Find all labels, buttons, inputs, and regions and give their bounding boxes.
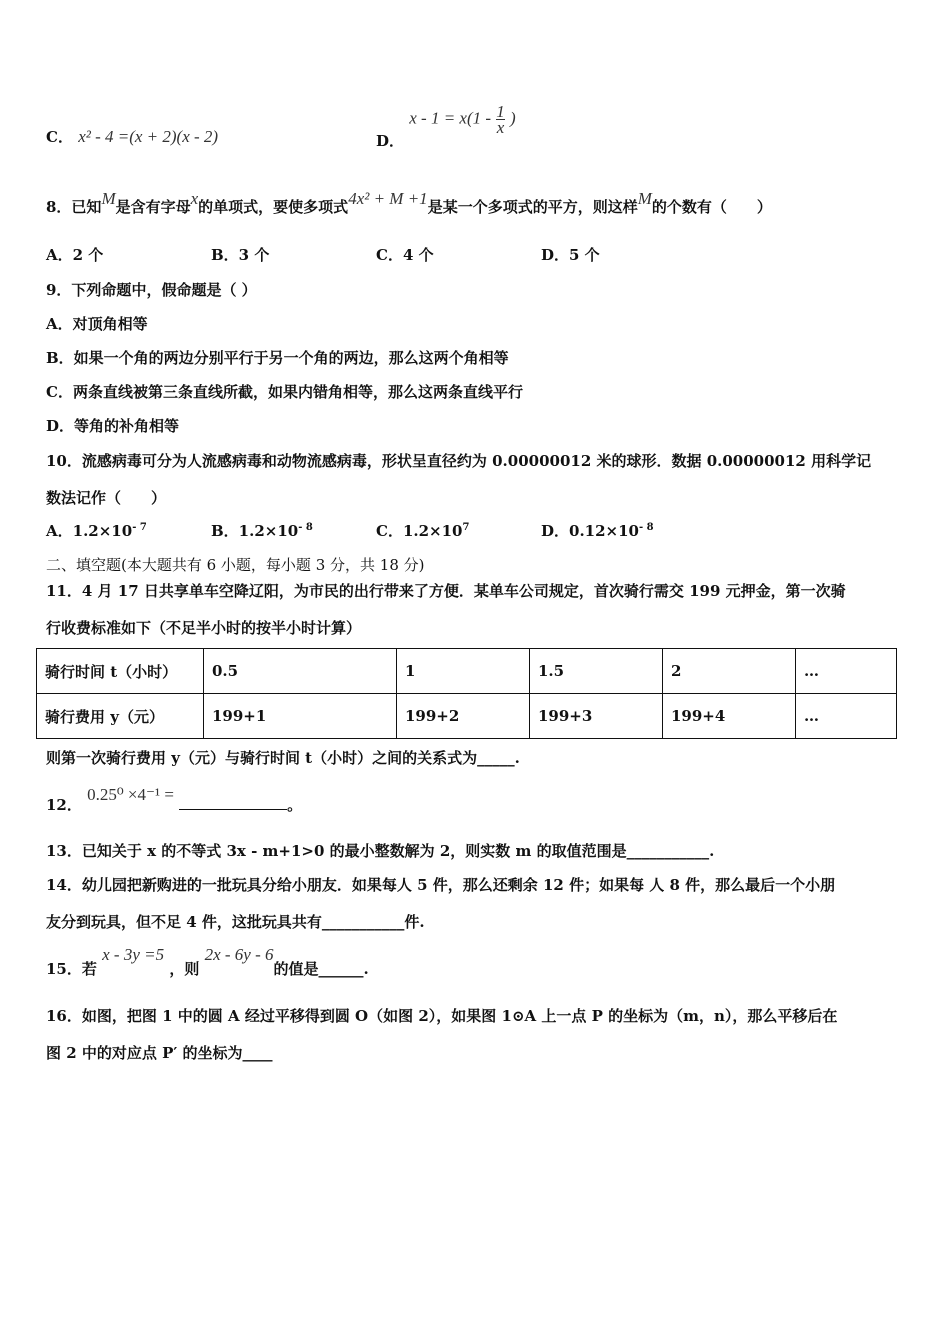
q8-text-4: 是某一个多项式的平方，则这样 — [427, 198, 638, 216]
table-cell: 199+4 — [663, 694, 796, 739]
q8-math-m: M — [101, 189, 116, 208]
table-cell: 199+2 — [397, 694, 530, 739]
q8-option-c: C．4 个 — [376, 246, 434, 264]
q8-option-b: B．3 个 — [211, 246, 270, 264]
table-header-time: 骑行时间 t（小时） — [37, 649, 204, 694]
table-cell: 2 — [663, 649, 796, 694]
q10-stem-line2: 数法记作（ ） — [46, 489, 167, 507]
q7-option-d-math-right: ) — [510, 108, 516, 128]
q12-tail: 。 — [287, 796, 303, 814]
q10-option-d — [541, 520, 654, 541]
q7-option-c — [46, 126, 218, 147]
q10-option-c — [376, 520, 469, 541]
q8-math-m2: M — [637, 189, 652, 208]
q10-option-c-exp: 7 — [462, 522, 470, 533]
q10-option-b — [211, 520, 313, 541]
q13-stem: 13．已知关于 x 的不等式 3x - m+1>0 的最小整数解为 2，则实数 m 的取值范围是___________. — [46, 842, 715, 860]
q10-stem-line1: 10．流感病毒可分为人流感病毒和动物流感病毒，形状呈直径约为 0.00000012 米的球形．数据 0.00000012 用科学记 — [46, 452, 872, 470]
q15-math-2: 2x - 6y - 6 — [204, 945, 274, 964]
table-cell: … — [796, 694, 897, 739]
q10-option-a-base: A．1.2×10 — [46, 522, 133, 540]
table-cell: 0.5 — [204, 649, 397, 694]
q8-stem — [46, 189, 772, 217]
q11-stem-line1: 11．4 月 17 日共享单车空降辽阳，为市民的出行带来了方便．某单车公司规定，首次骑行需交 199 元押金，第一次骑 — [46, 582, 846, 600]
q8-option-a: A．2 个 — [46, 246, 104, 264]
q15-stem — [46, 944, 369, 978]
q11-stem-line2: 行收费标准如下（不足半小时的按半小时计算） — [46, 619, 362, 637]
table-header-fee: 骑行费用 y（元） — [37, 694, 204, 739]
table-cell: 199+1 — [204, 694, 397, 739]
q7-option-d-math-left: x - 1 = x(1 - — [409, 108, 492, 128]
q7-option-d — [376, 102, 516, 150]
q14-stem-line2: 友分到玩具，但不足 4 件，这批玩具共有___________件. — [46, 913, 425, 931]
q16-stem-line1: 16．如图，把图 1 中的圆 A 经过平移得到圆 O（如图 2），如果图 1⊙A 上一点 P 的坐标为（m，n），那么平移后在 — [46, 1007, 838, 1025]
q10-option-d-base: D．0.12×10 — [541, 522, 639, 540]
q10-option-d-exp: - 8 — [638, 522, 654, 533]
q15-text-3: 的值是______. — [273, 960, 369, 978]
q7-option-d-label: D． — [376, 131, 405, 150]
fraction-numerator: 1 — [496, 102, 505, 121]
table-row — [37, 694, 897, 739]
q12-label: 12． — [46, 796, 82, 814]
q10-option-b-exp: - 8 — [298, 522, 313, 533]
q7-option-c-label: C． — [46, 128, 73, 146]
q8-text-3: 的单项式，要使多项式 — [198, 198, 349, 216]
q9-option-b: B．如果一个角的两边分别平行于另一个角的两边，那么这两个角相等 — [46, 349, 509, 367]
q8-text-5: 的个数有（ ） — [651, 198, 772, 216]
q9-option-a: A．对顶角相等 — [46, 315, 148, 333]
q12-math: 0.25⁰ ×4⁻¹ = — [87, 785, 174, 804]
q7-option-d-fraction — [496, 104, 505, 135]
q7-option-c-math: x² - 4 =(x + 2)(x - 2) — [78, 127, 219, 146]
q10-option-a-exp: - 7 — [132, 522, 147, 533]
table-cell: 199+3 — [530, 694, 663, 739]
q9-option-c: C．两条直线被第三条直线所截，如果内错角相等，那么这两条直线平行 — [46, 383, 523, 401]
q10-option-b-base: B．1.2×10 — [211, 522, 299, 540]
q15-math-1: x - 3y =5 — [102, 945, 165, 964]
riding-fee-table — [36, 648, 897, 739]
q8-text-1: 8．已知 — [46, 198, 102, 216]
q10-option-a — [46, 520, 147, 541]
table-row — [37, 649, 897, 694]
q8-option-d: D．5 个 — [541, 246, 600, 264]
q14-stem-line1: 14．幼儿园把新购进的一批玩具分给小朋友．如果每人 5 件，那么还剩余 12 件；如果每 人 8 件，那么最后一个小朋 — [46, 876, 836, 894]
q8-text-2: 是含有字母 — [115, 198, 191, 216]
q16-stem-line2: 图 2 中的对应点 P′ 的坐标为____ — [46, 1044, 273, 1062]
q9-option-d: D．等角的补角相等 — [46, 417, 180, 435]
section-title-fill-in: 二、填空题(本大题共有 6 小题，每小题 3 分，共 18 分) — [46, 556, 425, 574]
q10-option-c-base: C．1.2×10 — [376, 522, 463, 540]
fraction-denominator: x — [496, 118, 505, 137]
table-cell: … — [796, 649, 897, 694]
q9-stem: 9．下列命题中，假命题是（ ） — [46, 281, 257, 299]
q12-stem — [46, 784, 303, 814]
q8-math-x: x — [190, 189, 199, 208]
q11-question: 则第一次骑行费用 y（元）与骑行时间 t（小时）之间的关系式为_____. — [46, 749, 520, 767]
table-cell: 1 — [397, 649, 530, 694]
q15-text-2: ，则 — [169, 960, 200, 978]
q15-text-1: 15．若 — [46, 960, 97, 978]
q12-answer-blank[interactable] — [179, 795, 287, 810]
table-cell: 1.5 — [530, 649, 663, 694]
q8-math-poly: 4x² + M +1 — [348, 189, 428, 208]
